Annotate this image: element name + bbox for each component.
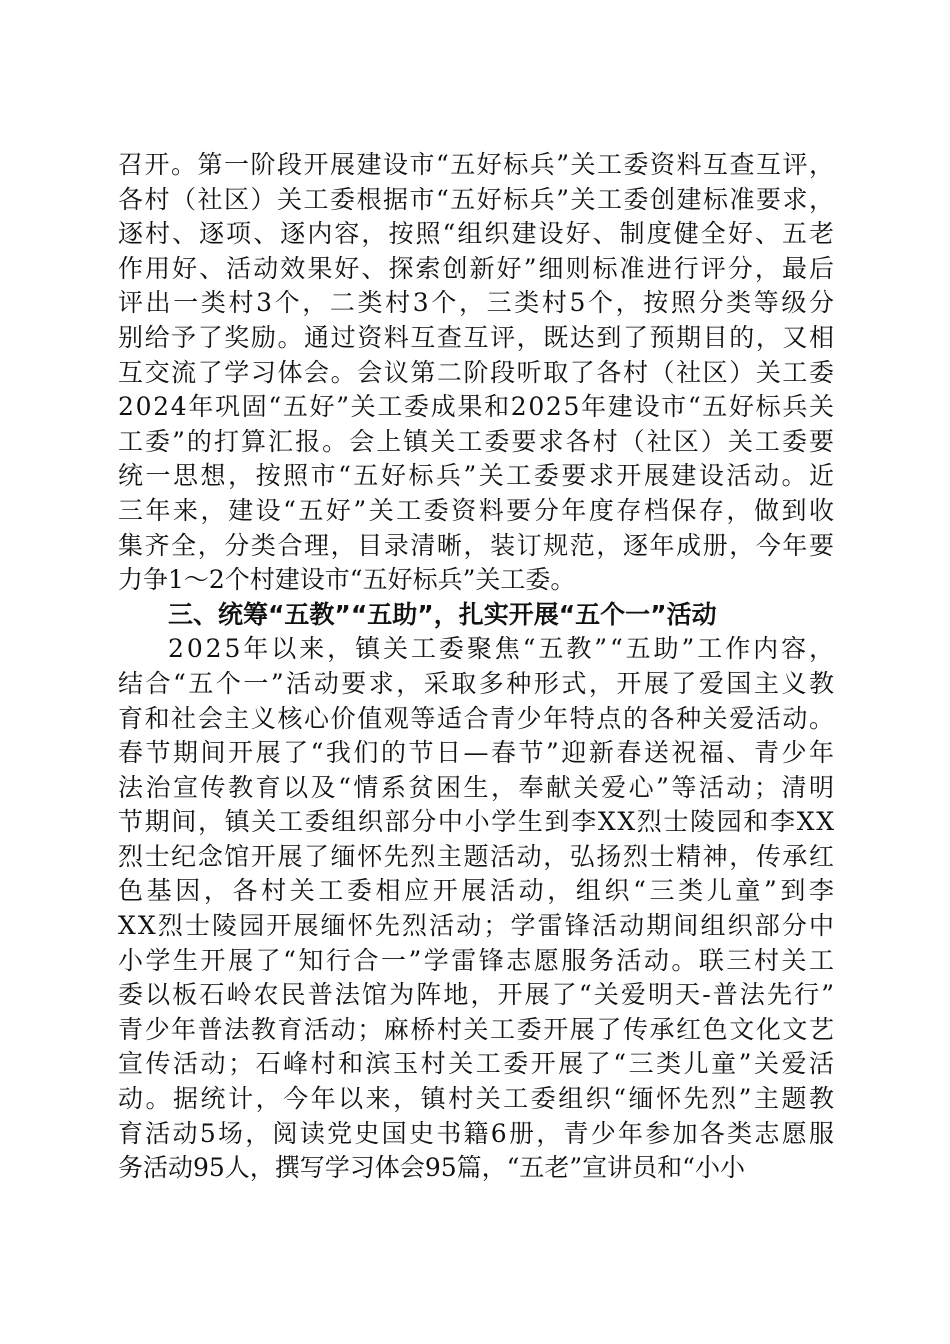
text-line bbox=[118, 840, 834, 875]
text-line bbox=[118, 459, 837, 494]
text-line bbox=[118, 632, 837, 667]
text-line bbox=[118, 494, 837, 529]
text-line bbox=[118, 183, 834, 218]
text-line bbox=[118, 978, 837, 1013]
text-line bbox=[118, 874, 838, 909]
text-line-content: 统一思想，按照市“五好标兵”关工委要求开展建设活动。近 bbox=[118, 461, 837, 491]
text-line bbox=[118, 148, 834, 183]
text-line-content: 节期间，镇关工委组织部分中小学生到李XX烈士陵园和李XX bbox=[118, 807, 836, 837]
text-line-content: 烈士纪念馆开展了缅怀先烈主题活动，弘扬烈士精神，传承红 bbox=[118, 841, 836, 871]
text-line-content: 宣传活动；石峰村和滨玉村关工委开展了“三类儿童”关爱活 bbox=[118, 1049, 837, 1079]
text-line-content: 互交流了学习体会。会议第二阶段听取了各村（社区）关工委 bbox=[118, 357, 836, 387]
text-line-content: 集齐全，分类合理，目录清晰，装订规范，逐年成册，今年要 bbox=[118, 530, 836, 560]
text-line bbox=[118, 1117, 837, 1152]
text-line bbox=[118, 425, 837, 460]
paragraph-1 bbox=[118, 148, 837, 598]
text-line bbox=[118, 356, 834, 391]
text-line-content: XX烈士陵园开展缅怀先烈活动；学雷锋活动期间组织部分中 bbox=[118, 911, 837, 941]
text-line bbox=[118, 1013, 834, 1048]
section-heading-3 bbox=[118, 598, 834, 633]
text-line bbox=[118, 771, 837, 806]
text-line bbox=[118, 1047, 837, 1082]
text-line-content: 工委”的打算汇报。会上镇关工委要求各村（社区）关工委要 bbox=[118, 426, 837, 456]
text-line-content: 小学生开展了“知行合一”学雷锋志愿服务活动。联三村关工 bbox=[118, 945, 837, 975]
text-line-content: 委以板石岭农民普法馆为阵地，开展了“关爱明天-普法先行” bbox=[118, 980, 837, 1010]
text-line bbox=[118, 909, 837, 944]
text-line bbox=[118, 286, 837, 321]
text-line bbox=[118, 805, 834, 840]
text-line-content: 力争1～2个村建设市“五好标兵”关工委。 bbox=[118, 565, 576, 595]
text-line-content: 动。据统计，今年以来，镇村关工委组织“缅怀先烈”主题教 bbox=[118, 1084, 837, 1114]
text-line-content: 法治宣传教育以及“情系贫困生，奉献关爱心”等活动；清明 bbox=[118, 772, 837, 802]
text-line bbox=[118, 563, 834, 598]
text-line-content: 育活动5场，阅读党史国史书籍6册，青少年参加各类志愿服 bbox=[118, 1118, 837, 1148]
text-line bbox=[118, 1082, 837, 1117]
text-line-content: 务活动95人，撰写学习体会95篇，“五老”宣讲员和“小小 bbox=[118, 1153, 745, 1183]
text-line-content: 逐村、逐项、逐内容，按照“组织建设好、制度健全好、五老 bbox=[118, 219, 837, 249]
text-line-content: 2025年以来，镇关工委聚焦“五教”“五助”工作内容， bbox=[168, 634, 837, 664]
text-line bbox=[118, 252, 837, 287]
text-line-content: 育和社会主义核心价值观等适合青少年特点的各种关爱活动。 bbox=[118, 703, 836, 733]
text-line bbox=[118, 321, 834, 356]
text-line bbox=[118, 217, 837, 252]
text-line-content: 春节期间开展了“我们的节日—春节”迎新春送祝福、青少年 bbox=[118, 738, 837, 768]
text-line-content: 三年来，建设“五好”关工委资料要分年度存档保存，做到收 bbox=[118, 495, 837, 525]
text-line bbox=[118, 1151, 834, 1186]
text-line bbox=[118, 390, 834, 425]
text-line-content: 各村（社区）关工委根据市“五好标兵”关工委创建标准要求， bbox=[118, 184, 836, 214]
text-line bbox=[118, 529, 834, 564]
text-line-content: 色基因，各村关工委相应开展活动，组织“三类儿童”到李 bbox=[118, 876, 838, 906]
text-line-content: 召开。第一阶段开展建设市“五好标兵”关工委资料互查互评， bbox=[118, 150, 836, 179]
text-line bbox=[118, 702, 834, 737]
text-line bbox=[118, 667, 837, 702]
text-line-content: 青少年普法教育活动；麻桥村关工委开展了传承红色文化文艺 bbox=[118, 1014, 836, 1044]
text-line-content: 作用好、活动效果好、探索创新好”细则标准进行评分，最后 bbox=[118, 253, 837, 283]
text-line-content: 2024年巩固“五好”关工委成果和2025年建设市“五好标兵关 bbox=[118, 392, 836, 422]
text-line-content: 评出一类村3个，二类村3个，三类村5个，按照分类等级分 bbox=[118, 288, 837, 318]
document-body bbox=[118, 148, 838, 1186]
text-line-content: 别给予了奖励。通过资料互查互评，既达到了预期目的，又相 bbox=[118, 322, 836, 352]
paragraph-2 bbox=[118, 632, 838, 1186]
text-line-content: 结合“五个一”活动要求，采取多种形式，开展了爱国主义教 bbox=[118, 668, 837, 698]
section-heading-3-text: 三、统筹“五教”“五助”，扎实开展“五个一”活动 bbox=[168, 599, 717, 629]
text-line bbox=[118, 944, 837, 979]
text-line bbox=[118, 736, 837, 771]
